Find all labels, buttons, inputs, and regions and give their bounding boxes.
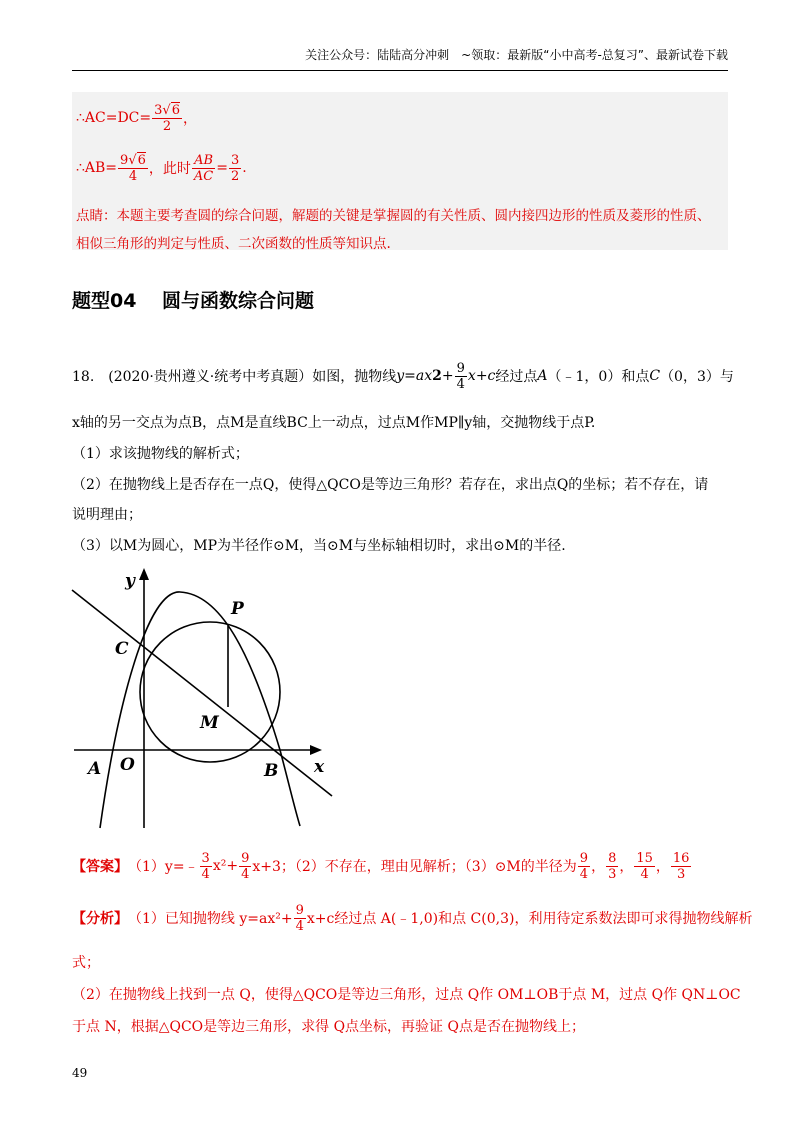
fraction [606,852,618,881]
den: 2 [162,118,172,134]
fraction: $\frac{9√6}{4}$ [120,152,146,184]
text: 2 [432,368,442,384]
solution-line-ab [76,148,247,188]
comment-line-2: 相似三角形的判定与性质、二次函数的性质等知识点. [76,236,391,252]
den: 4 [241,866,250,882]
text: ∴AB= [76,160,118,176]
radicand: 6 [171,102,180,118]
line-bc [72,590,332,796]
answer-tag: 【答案】 [72,859,128,875]
geometry-figure [70,560,350,832]
comment-line-1: 点睛：本题主要考查圆的综合问题，解题的关键是掌握圆的有关性质、圆内接四边形的性质及菱形的性质、 [76,208,711,224]
fraction [192,154,215,183]
question-2b: 说明理由； [72,507,142,523]
circle-m [140,622,280,762]
answer-line [72,846,692,886]
label-y: y [125,571,135,591]
text: x+c经过点 A(﹣1,0)和点 C(0,3)，利用待定系数法即可求得抛物线解析 [306,911,753,927]
text: = [216,160,228,176]
den: 2 [230,168,240,184]
fraction [671,852,692,881]
label-a: A [88,759,102,779]
num: 8 [608,850,617,866]
num: 9 [120,152,129,168]
text: ， [655,859,670,875]
question-1: （1）求该抛物线的解析式； [72,446,249,462]
y-axis-arrow [139,568,149,580]
fraction [200,852,212,881]
den: 4 [640,866,649,882]
den: 4 [201,866,210,882]
den: AC [193,168,214,184]
text: + [441,368,454,384]
analysis-line-1 [72,898,752,938]
text: （﹣1，0）和点 [547,369,650,385]
text: （1）y=﹣ [128,859,199,875]
question-2a: （2）在抛物线上是否存在一点Q，使得△QCO是等边三角形？若存在，求出点Q的坐标；若不存在，请 [72,477,709,493]
text: 经过点 [495,369,538,385]
analysis-tag: 【分析】 [72,911,128,927]
problem-line-1 [72,356,734,396]
num: 9 [456,360,465,376]
parabola [100,592,300,828]
num: 3 [230,152,240,168]
fraction [634,852,655,881]
num: 9 [295,902,304,918]
fraction [578,852,590,881]
text: ∴AC=DC= [76,110,152,126]
radicand: 6 [137,152,146,168]
problem-line-2: x轴的另一交点为点B，点M是直线BC上一动点，过点M作MP∥y轴，交抛物线于点P. [72,415,596,431]
text: x+c [467,368,496,384]
fraction [239,852,251,881]
den: 3 [608,866,617,882]
page-number: 49 [72,1066,88,1080]
text: C [649,368,661,384]
label-o: O [120,755,135,775]
num: 16 [672,850,690,866]
den: 3 [677,866,686,882]
fraction [294,904,306,933]
num: 9 [241,850,250,866]
text: （0，3）与 [660,369,734,385]
text: . [242,160,247,176]
text: ， [591,859,606,875]
den: 4 [128,168,138,184]
num: 3 [201,850,210,866]
num: 3 [154,102,163,118]
text: 18. (2020·贵州遵义·统考中考真题）如图，抛物线 [72,369,397,385]
analysis-line-4: 于点 N，根据△QCO是等边三角形，求得 Q点坐标，再验证 Q点是否在抛物线上； [72,1019,585,1035]
section-title: 题型04 圆与函数综合问题 [72,290,315,312]
text: ，此时 [148,161,191,177]
text: A [537,368,548,384]
label-m: M [200,713,219,733]
text: x²+ [212,858,239,874]
num: 15 [636,850,653,866]
x-axis-arrow [310,745,322,755]
text: y=ax [396,368,433,384]
label-x: x [314,757,325,777]
fraction [229,154,241,183]
num: AB [194,152,214,168]
text: ， [183,111,197,127]
analysis-line-2: 式； [72,955,100,971]
label-c: C [115,639,129,659]
den: 4 [456,376,465,392]
question-3: （3）以M为圆心，MP为半径作⊙M，当⊙M与坐标轴相切时，求出⊙M的半径. [72,538,566,554]
analysis-line-3: （2）在抛物线上找到一点 Q，使得△QCO是等边三角形，过点 Q作 OM⊥OB于点 M，过点 Q作 QN⊥OC [72,987,741,1003]
fraction: $\frac{3√6}{2}$ [154,102,180,134]
den: 4 [295,918,304,934]
text: x+3；（2）不存在，理由见解析；（3）⊙M的半径为 [252,859,577,875]
text: ， [619,859,634,875]
text: （1）已知抛物线 y=ax²+ [128,911,293,927]
label-p: P [231,599,244,619]
label-b: B [264,761,279,781]
solution-line-ac [76,98,197,138]
page-header: 关注公众号：陆陆高分冲刺 ~领取：最新版“小中高考-总复习”、最新试卷下载 [72,44,728,71]
den: 4 [579,866,589,882]
num: 9 [579,850,589,866]
fraction [455,362,467,391]
